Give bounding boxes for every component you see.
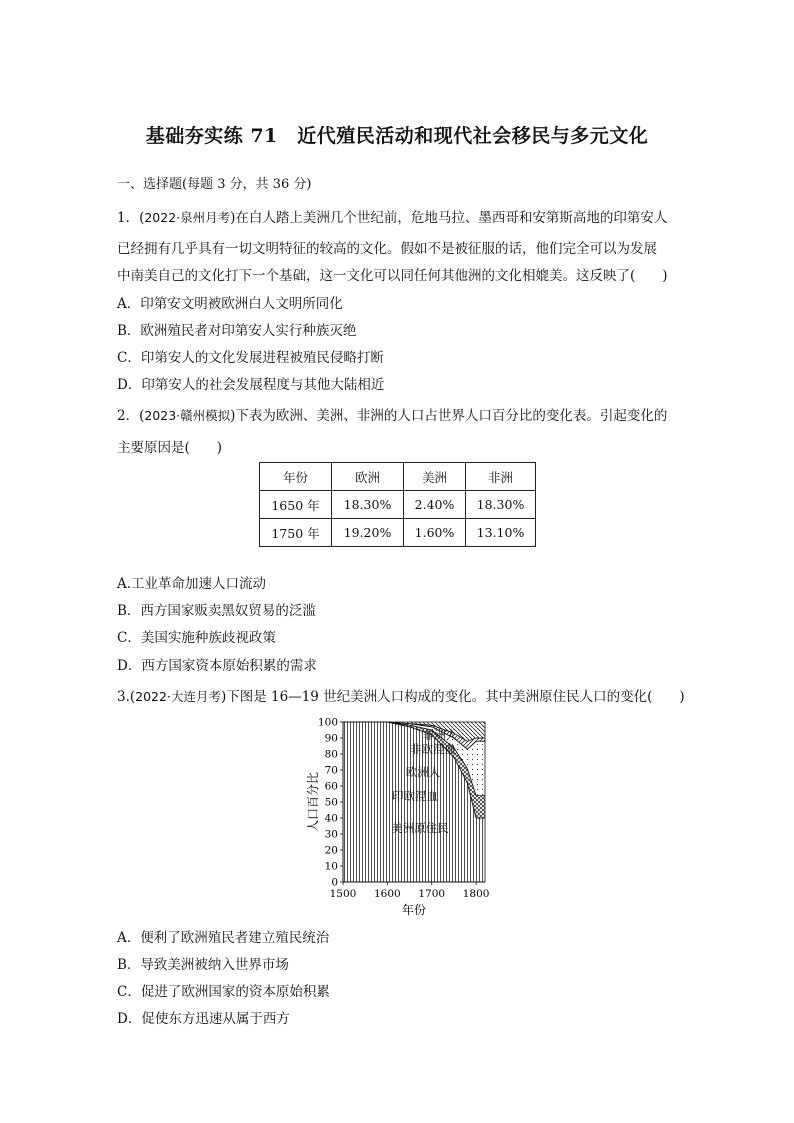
q3-option-c: C．促进了欧洲国家的资本原始积累: [117, 984, 330, 1000]
y-tick-label: 30: [324, 828, 338, 841]
y-tick-label: 10: [324, 860, 338, 873]
population-table: [259, 462, 536, 547]
q1-option-a: A．印第安文明被欧洲白人文明所同化: [117, 296, 343, 312]
area-label: 印欧混血: [392, 789, 438, 803]
q2-option-c: C．美国实施种族歧视政策: [117, 630, 276, 646]
area-label: 非洲人: [422, 728, 458, 742]
table-header: 非洲: [466, 463, 536, 491]
q1-line1: 1．(2022·泉州月考)在白人踏上美洲几个世纪前，危地马拉、墨西哥和安第斯高地的印第安人: [117, 210, 668, 226]
x-tick-label: 1500: [329, 888, 357, 900]
table-cell: 2.40%: [404, 491, 466, 519]
table-header: 美洲: [404, 463, 466, 491]
y-tick-label: 50: [324, 796, 338, 809]
y-tick-label: 100: [317, 716, 338, 729]
y-tick-label: 80: [324, 748, 338, 761]
x-tick-label: 1600: [374, 888, 401, 900]
section-heading: 一、选择题(每题 3 分，共 36 分): [117, 177, 312, 192]
q3-option-d: D．促使东方迅速从属于西方: [117, 1011, 290, 1027]
y-tick-label: 90: [324, 732, 338, 745]
table-cell: 18.30%: [332, 491, 404, 519]
q3-option-a: A．便利了欧洲殖民者建立殖民统治: [117, 930, 330, 946]
q1-source: 2022·泉州月考: [144, 210, 231, 225]
table-cell: 19.20%: [332, 519, 404, 547]
x-ticks: [330, 882, 490, 900]
table-row: [260, 519, 536, 547]
y-tick-label: 60: [324, 780, 338, 793]
y-tick-label: 40: [324, 812, 338, 825]
table-cell: 1.60%: [404, 519, 466, 547]
area-label: 非欧混血: [410, 742, 456, 756]
area-label: 欧洲人: [405, 765, 441, 779]
table-cell: 1750 年: [260, 519, 332, 547]
y-ticks: [318, 717, 343, 889]
table-header: 年份: [260, 463, 332, 491]
q3-option-b: B．导致美洲被纳入世界市场: [117, 957, 289, 973]
y-tick-label: 0: [331, 876, 338, 889]
q3-line1: 3.(2022·大连月考)下图是 16—19 世纪美洲人口构成的变化。其中美洲原住民人口的变化( ): [117, 689, 685, 705]
q1-option-d: D．印第安人的社会发展程度与其他大陆相近: [117, 377, 385, 393]
x-axis-label: 年份: [401, 903, 427, 917]
y-axis-label: 人口百分比: [306, 771, 320, 833]
q2-line2: 主要原因是( ): [117, 440, 223, 456]
x-tick-label: 1800: [462, 888, 490, 900]
table-row: [260, 491, 536, 519]
y-tick-label: 20: [324, 844, 338, 857]
q2-option-d: D．西方国家资本原始积累的需求: [117, 658, 317, 674]
q2-option-b: B．西方国家贩卖黑奴贸易的泛滥: [117, 603, 316, 619]
y-tick-label: 70: [324, 764, 338, 777]
table-header-row: [260, 463, 536, 491]
q2-line1: 2．(2023·赣州模拟)下表为欧洲、美洲、非洲的人口占世界人口百分比的变化表。引起变化的: [117, 408, 668, 424]
table-cell: 13.10%: [466, 519, 536, 547]
q1-option-c: C．印第安人的文化发展进程被殖民侵略打断: [117, 350, 384, 366]
q1-option-b: B．欧洲殖民者对印第安人实行种族灭绝: [117, 323, 357, 339]
q2-option-a: A.工业革命加速人口流动: [117, 576, 267, 592]
q3-source: 2022·大连月考: [135, 689, 221, 704]
population-chart: [305, 712, 505, 922]
page-title: 基础夯实练 71 近代殖民活动和现代社会移民与多元文化: [145, 125, 649, 147]
table-cell: 1650 年: [260, 491, 332, 519]
q1-line2: 已经拥有几乎具有一切文明特征的较高的文化。假如不是被征服的话，他们完全可以为发展: [117, 241, 657, 257]
table-header: 欧洲: [332, 463, 404, 491]
q2-source: 2023·赣州模拟: [144, 408, 231, 423]
area-label: 美洲原住民: [391, 821, 449, 835]
x-tick-label: 1700: [418, 888, 446, 900]
table-cell: 18.30%: [466, 491, 536, 519]
q1-line3: 中南美自己的文化打下一个基础，这一文化可以同任何其他洲的文化相媲美。这反映了( ): [117, 268, 668, 284]
